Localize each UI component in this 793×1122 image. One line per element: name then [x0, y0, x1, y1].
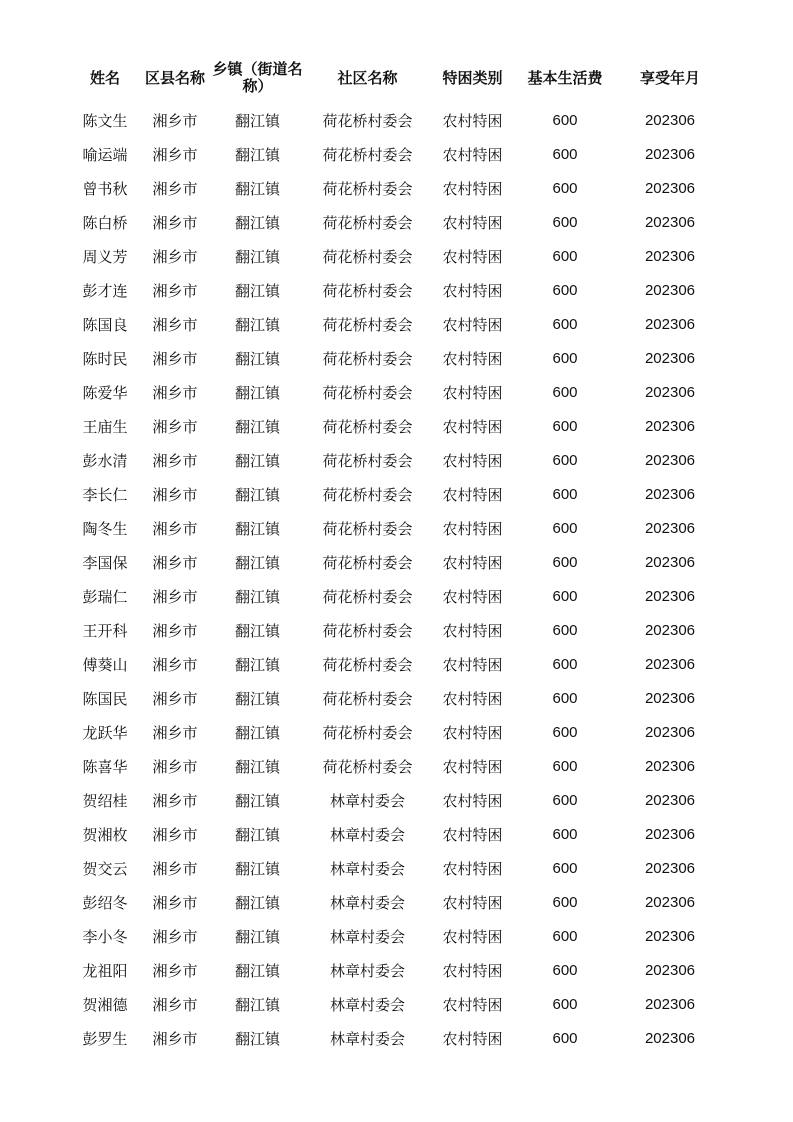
cell-town: 翻江镇 — [234, 451, 280, 470]
table-row — [70, 273, 725, 307]
cell-town: 翻江镇 — [234, 723, 280, 742]
cell-county: 湘乡市 — [152, 145, 198, 164]
cell-community: 荷花桥村委会 — [322, 111, 413, 130]
cell-name: 陈白桥 — [82, 213, 128, 232]
cell-county: 湘乡市 — [152, 281, 198, 300]
cell-county: 湘乡市 — [152, 417, 198, 436]
cell-town: 翻江镇 — [234, 893, 280, 912]
cell-category: 农村特困 — [442, 1029, 503, 1048]
cell-community: 荷花桥村委会 — [322, 519, 413, 538]
cell-community: 荷花桥村委会 — [322, 587, 413, 606]
cell-category: 农村特困 — [442, 995, 503, 1014]
cell-town: 翻江镇 — [234, 927, 280, 946]
header-name: 姓名 — [89, 69, 120, 87]
cell-fee: 600 — [552, 927, 578, 945]
cell-month: 202306 — [644, 145, 696, 163]
table-row — [70, 341, 725, 375]
cell-town: 翻江镇 — [234, 145, 280, 164]
cell-town: 翻江镇 — [234, 383, 280, 402]
table-row — [70, 851, 725, 885]
cell-category: 农村特困 — [442, 723, 503, 742]
cell-fee: 600 — [552, 553, 578, 571]
cell-fee: 600 — [552, 655, 578, 673]
cell-category: 农村特困 — [442, 961, 503, 980]
cell-month: 202306 — [644, 757, 696, 775]
cell-name: 曾书秋 — [82, 179, 128, 198]
cell-month: 202306 — [644, 893, 696, 911]
cell-month: 202306 — [644, 927, 696, 945]
cell-county: 湘乡市 — [152, 757, 198, 776]
cell-town: 翻江镇 — [234, 859, 280, 878]
cell-month: 202306 — [644, 485, 696, 503]
cell-month: 202306 — [644, 179, 696, 197]
cell-category: 农村特困 — [442, 587, 503, 606]
cell-fee: 600 — [552, 417, 578, 435]
cell-month: 202306 — [644, 791, 696, 809]
cell-town: 翻江镇 — [234, 247, 280, 266]
cell-community: 荷花桥村委会 — [322, 383, 413, 402]
table-row — [70, 613, 725, 647]
cell-county: 湘乡市 — [152, 213, 198, 232]
cell-community: 荷花桥村委会 — [322, 417, 413, 436]
cell-county: 湘乡市 — [152, 995, 198, 1014]
cell-community: 荷花桥村委会 — [322, 485, 413, 504]
cell-community: 林章村委会 — [329, 791, 405, 810]
cell-county: 湘乡市 — [152, 179, 198, 198]
cell-county: 湘乡市 — [152, 655, 198, 674]
cell-name: 陈文生 — [82, 111, 128, 130]
table-row — [70, 171, 725, 205]
cell-name: 彭才连 — [82, 281, 128, 300]
cell-fee: 600 — [552, 1029, 578, 1047]
table-row — [70, 205, 725, 239]
cell-county: 湘乡市 — [152, 519, 198, 538]
cell-community: 林章村委会 — [329, 1029, 405, 1048]
cell-community: 荷花桥村委会 — [322, 757, 413, 776]
cell-name: 喻运端 — [82, 145, 128, 164]
cell-name: 傅葵山 — [82, 655, 128, 674]
cell-fee: 600 — [552, 281, 578, 299]
cell-name: 陈时民 — [82, 349, 128, 368]
cell-community: 荷花桥村委会 — [322, 213, 413, 232]
cell-name: 彭瑞仁 — [82, 587, 128, 606]
cell-town: 翻江镇 — [234, 213, 280, 232]
cell-community: 荷花桥村委会 — [322, 655, 413, 674]
cell-name: 龙祖阳 — [82, 961, 128, 980]
cell-community: 荷花桥村委会 — [322, 145, 413, 164]
cell-name: 陈爱华 — [82, 383, 128, 402]
cell-category: 农村特困 — [442, 553, 503, 572]
cell-category: 农村特困 — [442, 417, 503, 436]
cell-month: 202306 — [644, 655, 696, 673]
cell-month: 202306 — [644, 995, 696, 1013]
table-body — [70, 103, 725, 1055]
cell-name: 陈喜华 — [82, 757, 128, 776]
cell-category: 农村特困 — [442, 893, 503, 912]
cell-county: 湘乡市 — [152, 689, 198, 708]
header-month: 享受年月 — [639, 69, 700, 87]
cell-town: 翻江镇 — [234, 519, 280, 538]
table-row — [70, 443, 725, 477]
cell-town: 翻江镇 — [234, 961, 280, 980]
cell-town: 翻江镇 — [234, 791, 280, 810]
table-row — [70, 409, 725, 443]
cell-fee: 600 — [552, 723, 578, 741]
cell-town: 翻江镇 — [234, 825, 280, 844]
table-row — [70, 987, 725, 1021]
header-town: 乡镇（街道名称） — [212, 60, 303, 95]
cell-county: 湘乡市 — [152, 825, 198, 844]
cell-category: 农村特困 — [442, 111, 503, 130]
cell-month: 202306 — [644, 417, 696, 435]
cell-fee: 600 — [552, 213, 578, 231]
cell-month: 202306 — [644, 621, 696, 639]
cell-community: 荷花桥村委会 — [322, 451, 413, 470]
cell-community: 荷花桥村委会 — [322, 621, 413, 640]
cell-county: 湘乡市 — [152, 859, 198, 878]
cell-category: 农村特困 — [442, 145, 503, 164]
cell-fee: 600 — [552, 689, 578, 707]
cell-name: 彭罗生 — [82, 1029, 128, 1048]
table-row — [70, 239, 725, 273]
cell-county: 湘乡市 — [152, 247, 198, 266]
table-header — [70, 55, 725, 101]
cell-month: 202306 — [644, 451, 696, 469]
cell-category: 农村特困 — [442, 383, 503, 402]
table-row — [70, 1021, 725, 1055]
cell-fee: 600 — [552, 587, 578, 605]
cell-county: 湘乡市 — [152, 349, 198, 368]
cell-name: 周义芳 — [82, 247, 128, 266]
cell-town: 翻江镇 — [234, 281, 280, 300]
table-row — [70, 715, 725, 749]
cell-town: 翻江镇 — [234, 757, 280, 776]
cell-fee: 600 — [552, 791, 578, 809]
cell-fee: 600 — [552, 519, 578, 537]
cell-name: 李小冬 — [82, 927, 128, 946]
table-row — [70, 307, 725, 341]
cell-category: 农村特困 — [442, 757, 503, 776]
header-county: 区县名称 — [144, 69, 205, 87]
cell-town: 翻江镇 — [234, 349, 280, 368]
recipient-table — [70, 55, 725, 1055]
table-row — [70, 103, 725, 137]
table-row — [70, 749, 725, 783]
cell-community: 荷花桥村委会 — [322, 689, 413, 708]
cell-month: 202306 — [644, 1029, 696, 1047]
cell-town: 翻江镇 — [234, 315, 280, 334]
cell-town: 翻江镇 — [234, 485, 280, 504]
cell-category: 农村特困 — [442, 213, 503, 232]
cell-county: 湘乡市 — [152, 553, 198, 572]
cell-month: 202306 — [644, 689, 696, 707]
table-row — [70, 783, 725, 817]
table-row — [70, 953, 725, 987]
cell-fee: 600 — [552, 349, 578, 367]
cell-community: 林章村委会 — [329, 995, 405, 1014]
cell-town: 翻江镇 — [234, 417, 280, 436]
cell-town: 翻江镇 — [234, 587, 280, 606]
cell-name: 龙跃华 — [82, 723, 128, 742]
cell-month: 202306 — [644, 859, 696, 877]
cell-county: 湘乡市 — [152, 451, 198, 470]
cell-name: 贺湘德 — [82, 995, 128, 1014]
table-row — [70, 919, 725, 953]
cell-community: 荷花桥村委会 — [322, 281, 413, 300]
cell-month: 202306 — [644, 383, 696, 401]
cell-category: 农村特困 — [442, 655, 503, 674]
cell-category: 农村特困 — [442, 689, 503, 708]
cell-fee: 600 — [552, 247, 578, 265]
cell-county: 湘乡市 — [152, 383, 198, 402]
table-row — [70, 579, 725, 613]
cell-county: 湘乡市 — [152, 621, 198, 640]
cell-fee: 600 — [552, 485, 578, 503]
cell-town: 翻江镇 — [234, 995, 280, 1014]
cell-fee: 600 — [552, 995, 578, 1013]
cell-category: 农村特困 — [442, 281, 503, 300]
cell-fee: 600 — [552, 859, 578, 877]
cell-community: 荷花桥村委会 — [322, 179, 413, 198]
cell-fee: 600 — [552, 961, 578, 979]
cell-town: 翻江镇 — [234, 111, 280, 130]
cell-name: 彭绍冬 — [82, 893, 128, 912]
cell-county: 湘乡市 — [152, 587, 198, 606]
cell-category: 农村特困 — [442, 451, 503, 470]
cell-category: 农村特困 — [442, 519, 503, 538]
table-row — [70, 477, 725, 511]
cell-county: 湘乡市 — [152, 111, 198, 130]
cell-month: 202306 — [644, 349, 696, 367]
cell-community: 荷花桥村委会 — [322, 553, 413, 572]
cell-category: 农村特困 — [442, 859, 503, 878]
cell-community: 林章村委会 — [329, 893, 405, 912]
cell-name: 王开科 — [82, 621, 128, 640]
table-row — [70, 647, 725, 681]
cell-county: 湘乡市 — [152, 927, 198, 946]
cell-month: 202306 — [644, 961, 696, 979]
cell-community: 荷花桥村委会 — [322, 723, 413, 742]
table-row — [70, 681, 725, 715]
cell-fee: 600 — [552, 111, 578, 129]
cell-category: 农村特困 — [442, 791, 503, 810]
cell-town: 翻江镇 — [234, 553, 280, 572]
cell-month: 202306 — [644, 519, 696, 537]
cell-county: 湘乡市 — [152, 485, 198, 504]
cell-category: 农村特困 — [442, 927, 503, 946]
cell-category: 农村特困 — [442, 621, 503, 640]
cell-town: 翻江镇 — [234, 179, 280, 198]
cell-community: 荷花桥村委会 — [322, 349, 413, 368]
table-row — [70, 137, 725, 171]
cell-name: 陶冬生 — [82, 519, 128, 538]
table-row — [70, 511, 725, 545]
table-row — [70, 817, 725, 851]
cell-fee: 600 — [552, 825, 578, 843]
cell-fee: 600 — [552, 145, 578, 163]
cell-community: 荷花桥村委会 — [322, 315, 413, 334]
cell-fee: 600 — [552, 621, 578, 639]
cell-county: 湘乡市 — [152, 315, 198, 334]
cell-month: 202306 — [644, 213, 696, 231]
cell-month: 202306 — [644, 723, 696, 741]
cell-town: 翻江镇 — [234, 655, 280, 674]
cell-month: 202306 — [644, 111, 696, 129]
cell-month: 202306 — [644, 587, 696, 605]
cell-fee: 600 — [552, 179, 578, 197]
cell-name: 彭水清 — [82, 451, 128, 470]
cell-name: 李国保 — [82, 553, 128, 572]
cell-town: 翻江镇 — [234, 621, 280, 640]
cell-name: 李长仁 — [82, 485, 128, 504]
cell-category: 农村特困 — [442, 247, 503, 266]
cell-name: 陈国民 — [82, 689, 128, 708]
cell-name: 贺绍桂 — [82, 791, 128, 810]
cell-county: 湘乡市 — [152, 961, 198, 980]
cell-community: 林章村委会 — [329, 859, 405, 878]
cell-month: 202306 — [644, 247, 696, 265]
cell-name: 贺湘枚 — [82, 825, 128, 844]
cell-category: 农村特困 — [442, 485, 503, 504]
cell-fee: 600 — [552, 893, 578, 911]
cell-fee: 600 — [552, 757, 578, 775]
cell-name: 贺交云 — [82, 859, 128, 878]
cell-category: 农村特困 — [442, 315, 503, 334]
cell-county: 湘乡市 — [152, 893, 198, 912]
cell-category: 农村特困 — [442, 825, 503, 844]
cell-county: 湘乡市 — [152, 791, 198, 810]
cell-category: 农村特困 — [442, 349, 503, 368]
cell-county: 湘乡市 — [152, 723, 198, 742]
cell-fee: 600 — [552, 383, 578, 401]
table-row — [70, 375, 725, 409]
cell-community: 林章村委会 — [329, 927, 405, 946]
cell-town: 翻江镇 — [234, 689, 280, 708]
cell-county: 湘乡市 — [152, 1029, 198, 1048]
cell-fee: 600 — [552, 315, 578, 333]
table-row — [70, 885, 725, 919]
cell-community: 林章村委会 — [329, 825, 405, 844]
table-row — [70, 545, 725, 579]
cell-fee: 600 — [552, 451, 578, 469]
header-fee: 基本生活费 — [527, 69, 603, 87]
cell-category: 农村特困 — [442, 179, 503, 198]
cell-name: 王庙生 — [82, 417, 128, 436]
cell-month: 202306 — [644, 281, 696, 299]
cell-month: 202306 — [644, 315, 696, 333]
cell-month: 202306 — [644, 553, 696, 571]
cell-month: 202306 — [644, 825, 696, 843]
cell-community: 林章村委会 — [329, 961, 405, 980]
header-community: 社区名称 — [337, 69, 398, 87]
cell-town: 翻江镇 — [234, 1029, 280, 1048]
header-category: 特困类别 — [442, 69, 503, 87]
cell-name: 陈国良 — [82, 315, 128, 334]
cell-community: 荷花桥村委会 — [322, 247, 413, 266]
